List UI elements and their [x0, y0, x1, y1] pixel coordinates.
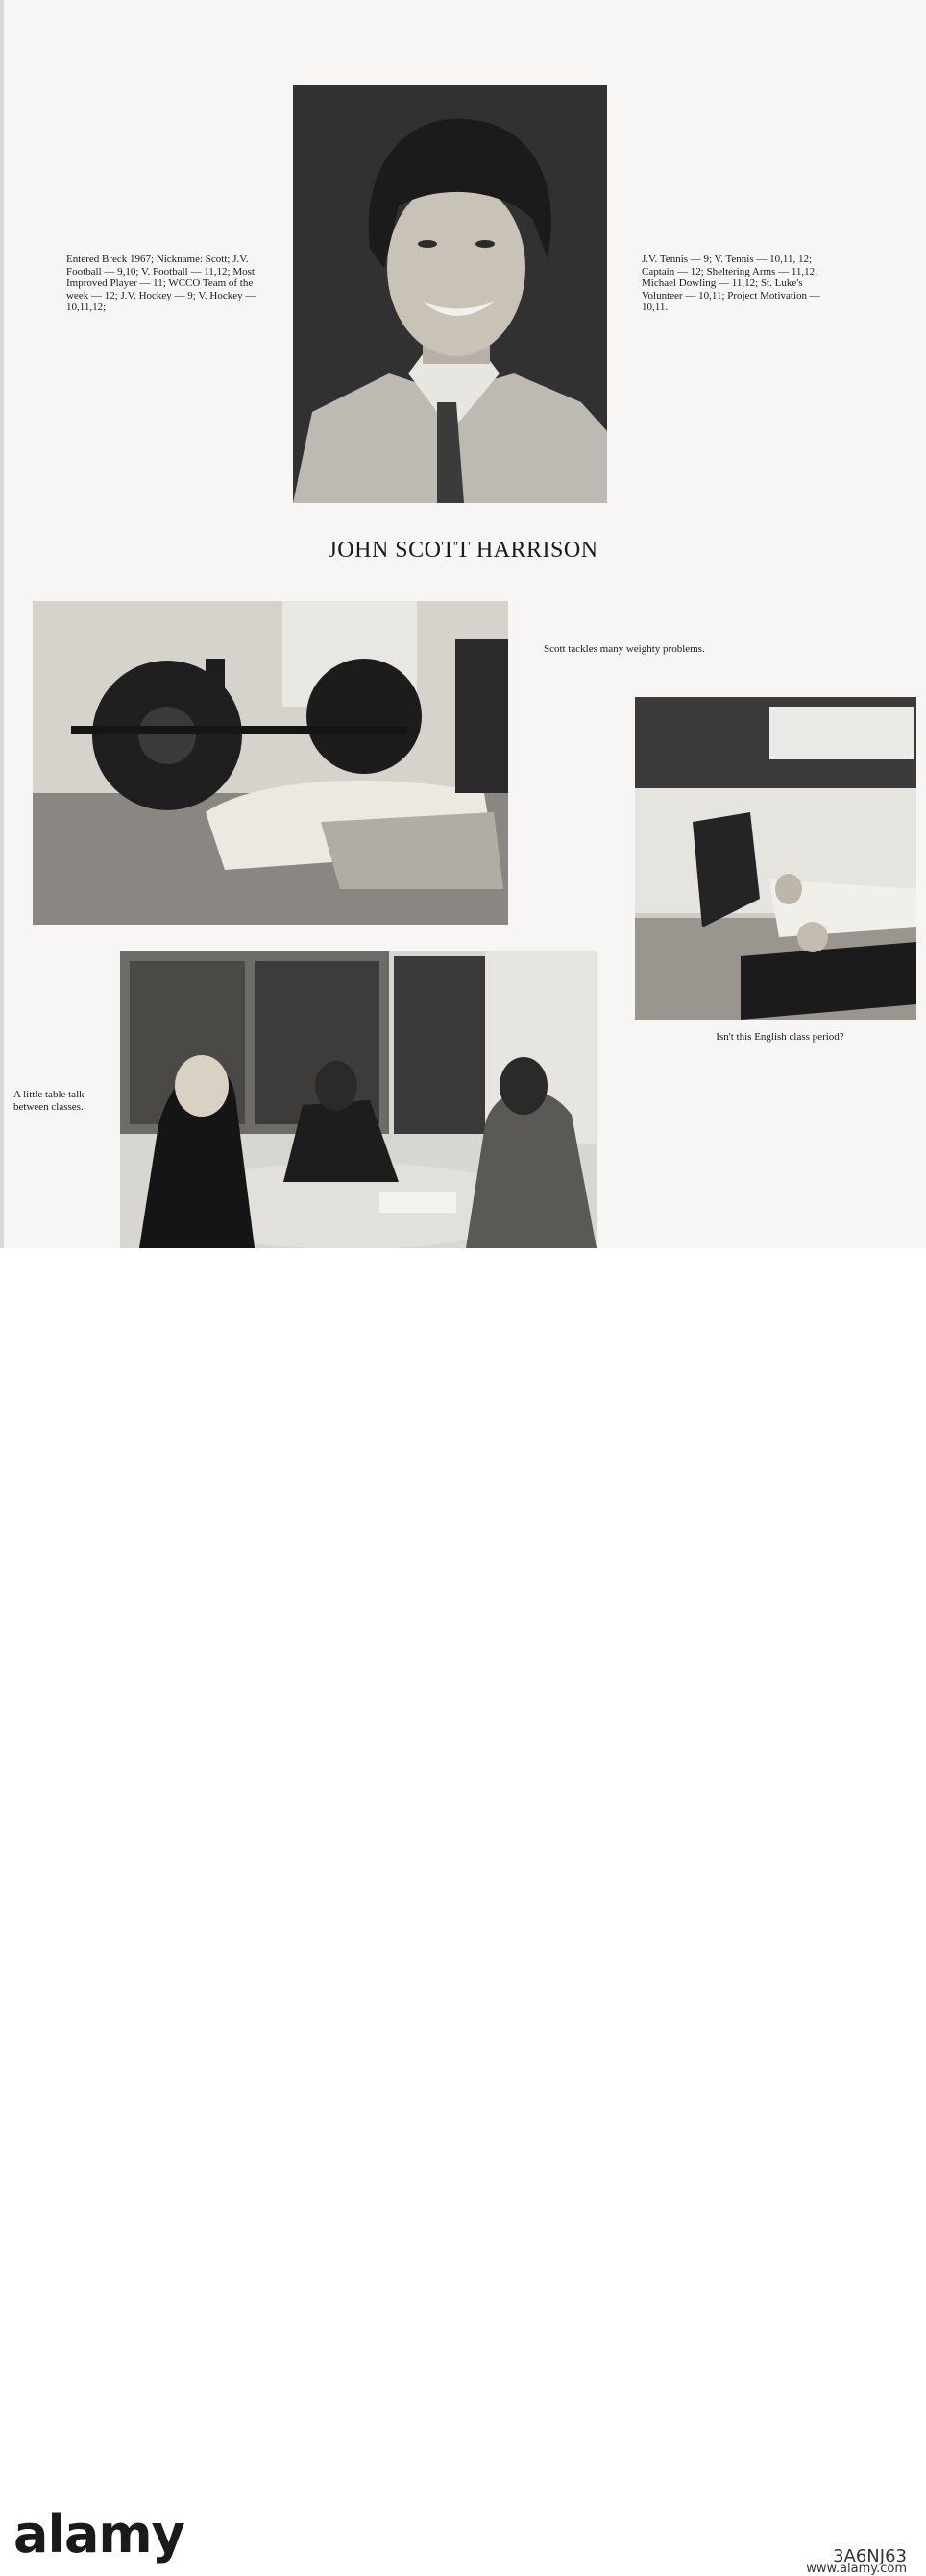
- alamy-logo: alamy: [13, 2504, 184, 2564]
- stock-image-id: 3A6NJ63: [833, 2546, 907, 2566]
- bio-right-text: J.V. Tennis — 9; V. Tennis — 10,11, 12; Captain — 12; Sheltering Arms — 11,12; Michael Dowling — 11,12; St. Luke's Volunteer — 10,11; Project Motivation — 10,11.: [642, 253, 820, 313]
- lounge-photo: [635, 697, 916, 1020]
- student-name-heading: JOHN SCOTT HARRISON: [328, 538, 598, 563]
- table-talk-photo: [120, 951, 597, 1248]
- page-spine: [0, 0, 4, 1248]
- watermark-footer: [0, 1248, 926, 2576]
- table-talk-caption: A little table talk between classes.: [13, 1089, 85, 1113]
- bio-left-text: Entered Breck 1967; Nickname: Scott; J.V. Football — 9,10; V. Football — 11,12; Most Improved Player — 11; WCCO Team of the week — 12; J.V. Hockey — 9; V. Hockey — 10,11,12;: [66, 253, 256, 313]
- weightlifting-photo: [33, 601, 508, 925]
- alamy-url: www.alamy.com: [806, 2562, 907, 2576]
- portrait-photo: [293, 85, 607, 503]
- weights-caption: Scott tackles many weighty problems.: [544, 643, 705, 655]
- english-caption: Isn't this English class period?: [716, 1031, 844, 1043]
- yearbook-page: [0, 0, 926, 1248]
